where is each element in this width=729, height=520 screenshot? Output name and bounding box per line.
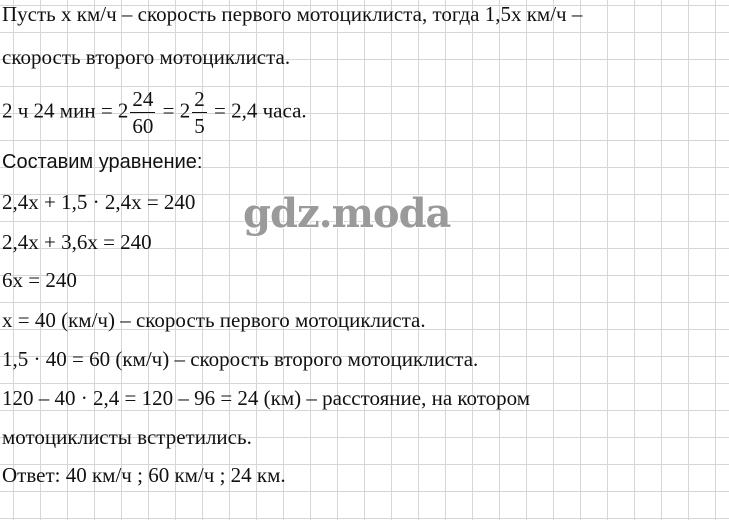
answer-line: Ответ: 40 км/ч ; 60 км/ч ; 24 км. [2,463,286,487]
equation-6: 120 – 40 · 2,4 = 120 – 96 = 24 (км) – расстояние, на котором [2,386,531,410]
fraction-2-5 [192,86,207,139]
fraction-denominator: 60 [132,114,154,138]
text-line-2: скорость второго мотоциклиста. [2,45,291,69]
time-conversion [2,86,307,139]
fraction-numerator: 2 [194,87,205,111]
time-conversion-suffix: = 2,4 часа. [214,98,307,123]
fraction-24-60 [130,86,155,139]
equation-3: 6x = 240 [2,268,77,292]
equation-2: 2,4x + 3,6x = 240 [2,230,152,254]
watermark-logo: gdz.moda [243,190,451,237]
time-conversion-prefix: 2 ч 24 мин = 2 [2,98,129,123]
equation-6-continued: мотоциклисты встретились. [2,425,252,449]
equation-4: x = 40 (км/ч) – скорость первого мотоциклиста. [2,308,426,332]
equation-1: 2,4x + 1,5 · 2,4x = 240 [2,190,196,214]
time-conversion-middle: = 2 [162,98,191,123]
fraction-numerator: 24 [132,87,154,111]
equation-5: 1,5 · 40 = 60 (км/ч) – скорость второго мотоциклиста. [2,347,479,371]
equation-intro: Составим уравнение: [2,151,203,173]
fraction-denominator: 5 [194,114,205,138]
text-line-1: Пусть x км/ч – скорость первого мотоциклиста, тогда 1,5x км/ч – [2,2,583,26]
